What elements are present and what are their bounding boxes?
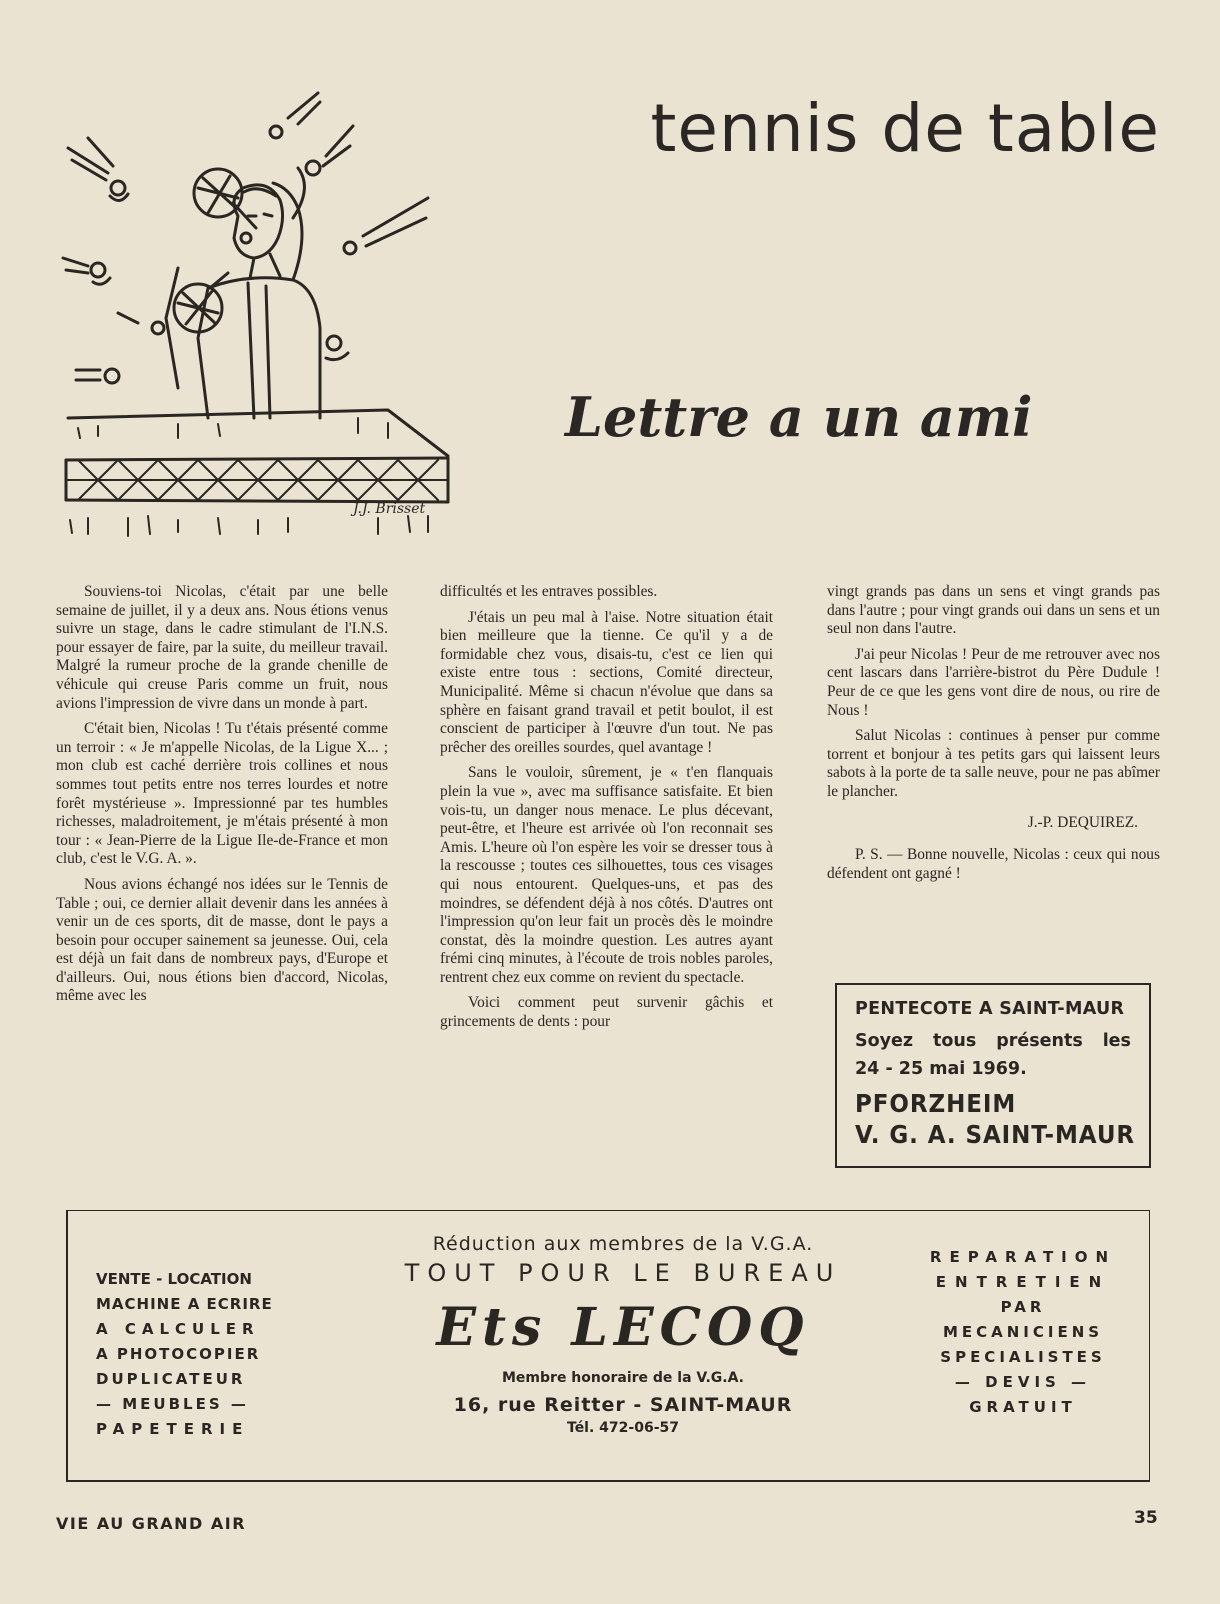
event-announcement-box	[835, 983, 1151, 1168]
ad-service-line: VENTE - LOCATION	[96, 1270, 252, 1288]
ad-services-list	[96, 1267, 310, 1442]
paragraph: J'ai peur Nicolas ! Peur de me retrouver avec nos cent lascars dans l'arrière-bistrot du Père Dudule ! Peur de ce que les gens vont dire de nous, ou rire de Nous !	[827, 645, 1160, 719]
announcement-word: les	[1102, 1031, 1131, 1051]
announcement-word: Soyez	[855, 1031, 914, 1051]
paragraph: Souviens-toi Nicolas, c'était par une belle semaine de juillet, il y a deux ans. Nous étions venus suivre un stage, dans le cadre stimulant de l'I.N.S. pour essayer de faire, par la suite, du meilleur travail. Malgré la rumeur proche de la grande chenille de véhicule qui creuse Paris comme un fruit, nous avions l'impression de vivre dans un monde à part.	[56, 583, 388, 712]
page-number: 35	[1134, 1508, 1158, 1528]
author-signature: J.-P. DEQUIREZ.	[1027, 813, 1138, 831]
paragraph: J'étais un peu mal à l'aise. Notre situation était bien meilleure que la tienne. Ce qu'il y a de formidable chez vous, disais-tu, c'est ce lien qui existe entre tous : sections, Comité directeur, Municipalité. Même si chacun n'évolue que dans sa sphère en faisant grand travail et petit boulot, il est conscient de participer à l'œuvre d'un tout. Ne pas prêcher des oreilles sourdes, quel avantage !	[440, 608, 773, 756]
ad-repair-line: MECANICIENS	[942, 1323, 1104, 1341]
table-tennis-illustration	[58, 88, 468, 558]
article-column-1	[56, 583, 388, 1013]
flying-balls	[63, 93, 428, 383]
ad-service-line: — MEUBLES —	[96, 1395, 249, 1413]
announcement-host: V. G. A. SAINT-MAUR	[855, 1120, 1136, 1149]
paragraph: Sans le vouloir, sûrement, je « t'en flanquais plein la vue », avec ma suffisance satisfaite. Et bien vois-tu, un danger nous menace. Le plus décevant, peut-être, et l'heure est arrivée où l'on reconnait ses Amis. L'heure où l'on espère les voir se dresser tous à la rescousse ; toutes ces silhouettes, tous ces visages qui nous entourent. Quelques-uns, et pas des moindres, se défendent déjà à nos côtés. D'autres ont l'impression qu'on leur fait un procès dès le moindre constat, dès la moindre question. Les autres ayant frémi cinq minutes, à l'écoute de trois nobles paroles, rentrent chez eux comme on revient du spectacle.	[440, 764, 773, 986]
ad-service-line: A CALCULER	[96, 1320, 260, 1338]
ad-main	[338, 1233, 908, 1436]
article-subtitle: Lettre a un ami	[565, 385, 1033, 449]
ad-repair-line: GRATUIT	[969, 1398, 1077, 1416]
paragraph: C'était bien, Nicolas ! Tu t'étais présenté comme un terroir : « Je m'appelle Nicolas, de la Ligue X... ; mon club est caché derrière trois collines et nous sommes tout petits entre nos terres lourdes et notre forêt mystérieuse ». Impressionné par tes humbles richesses, maladroitement, je m'étais présenté à mon tour : « Jean-Pierre de la Ligue Ile-de-France et mon club, c'est le V.G. A. ».	[56, 720, 388, 868]
announcement-word: tous	[933, 1031, 977, 1051]
ad-address: 16, rue Reitter - SAINT-MAUR	[453, 1394, 793, 1416]
illustration-signature: J.J. Brisset	[353, 501, 426, 517]
ad-repair-list	[918, 1245, 1128, 1420]
paragraph: Voici comment peut survenir gâchis et grincements de dents : pour	[440, 994, 773, 1031]
ping-pong-table	[66, 410, 448, 536]
ad-phone: Tél. 472-06-57	[567, 1420, 679, 1436]
ad-repair-line: PAR	[1000, 1298, 1046, 1316]
ad-service-line: A PHOTOCOPIER	[96, 1345, 261, 1363]
advertisement-box	[66, 1210, 1150, 1482]
page-title: tennis de table	[650, 90, 1160, 167]
player-figure	[166, 168, 320, 418]
announcement-heading: PENTECOTE A SAINT-MAUR	[855, 999, 1125, 1019]
ad-repair-line: — DEVIS —	[954, 1373, 1092, 1391]
ad-repair-line: SPECIALISTES	[940, 1348, 1106, 1366]
announcement-opponent: PFORZHEIM	[855, 1089, 1017, 1118]
announcement-line-1	[855, 1031, 1131, 1051]
ad-reduction: Réduction aux membres de la V.G.A.	[432, 1233, 814, 1255]
postscript: P. S. — Bonne nouvelle, Nicolas : ceux qui nous défendent ont gagné !	[827, 846, 1160, 882]
article-column-2	[440, 583, 773, 1039]
ad-repair-line: REPARATION	[929, 1248, 1117, 1266]
magazine-name: VIE AU GRAND AIR	[56, 1514, 247, 1533]
announcement-date: 24 - 25 mai 1969.	[855, 1059, 1027, 1079]
paragraph: Salut Nicolas : continues à penser pur comme torrent et bonjour à tes petits gars qui laissent leurs sabots à la porte de ta salle neuve, pour ne pas abîmer le plancher.	[827, 727, 1160, 800]
ad-service-line: MACHINE A ECRIRE	[96, 1295, 273, 1313]
ad-tagline: TOUT POUR LE BUREAU	[404, 1259, 842, 1287]
paragraph: Nous avions échangé nos idées sur le Tennis de Table ; oui, ce dernier allait devenir dans les années à venir un de ces sports, dit de masse, dont le pays a besoin pour occuper sainement sa jeunesse. Oui, cela est déjà un fait dans de nombreux pays, d'Europe et d'ailleurs. Oui, nous étions bien d'accord, Nicolas, même avec les	[56, 875, 388, 1005]
ad-service-line: DUPLICATEUR	[96, 1370, 246, 1388]
ad-service-line: PAPETERIE	[96, 1420, 250, 1438]
ad-company-name: Ets LECOQ	[436, 1297, 810, 1358]
announcement-word: présents	[996, 1031, 1083, 1051]
paragraph: vingt grands pas dans un sens et vingt grands pas dans l'autre ; pour vingt grands oui dans un sens et un seul non dans l'autre.	[827, 583, 1160, 638]
ad-repair-line: ENTRETIEN	[935, 1273, 1111, 1291]
paragraph: difficultés et les entraves possibles.	[440, 583, 658, 600]
article-column-3	[827, 583, 1160, 890]
ad-membership: Membre honoraire de la V.G.A.	[502, 1370, 744, 1386]
